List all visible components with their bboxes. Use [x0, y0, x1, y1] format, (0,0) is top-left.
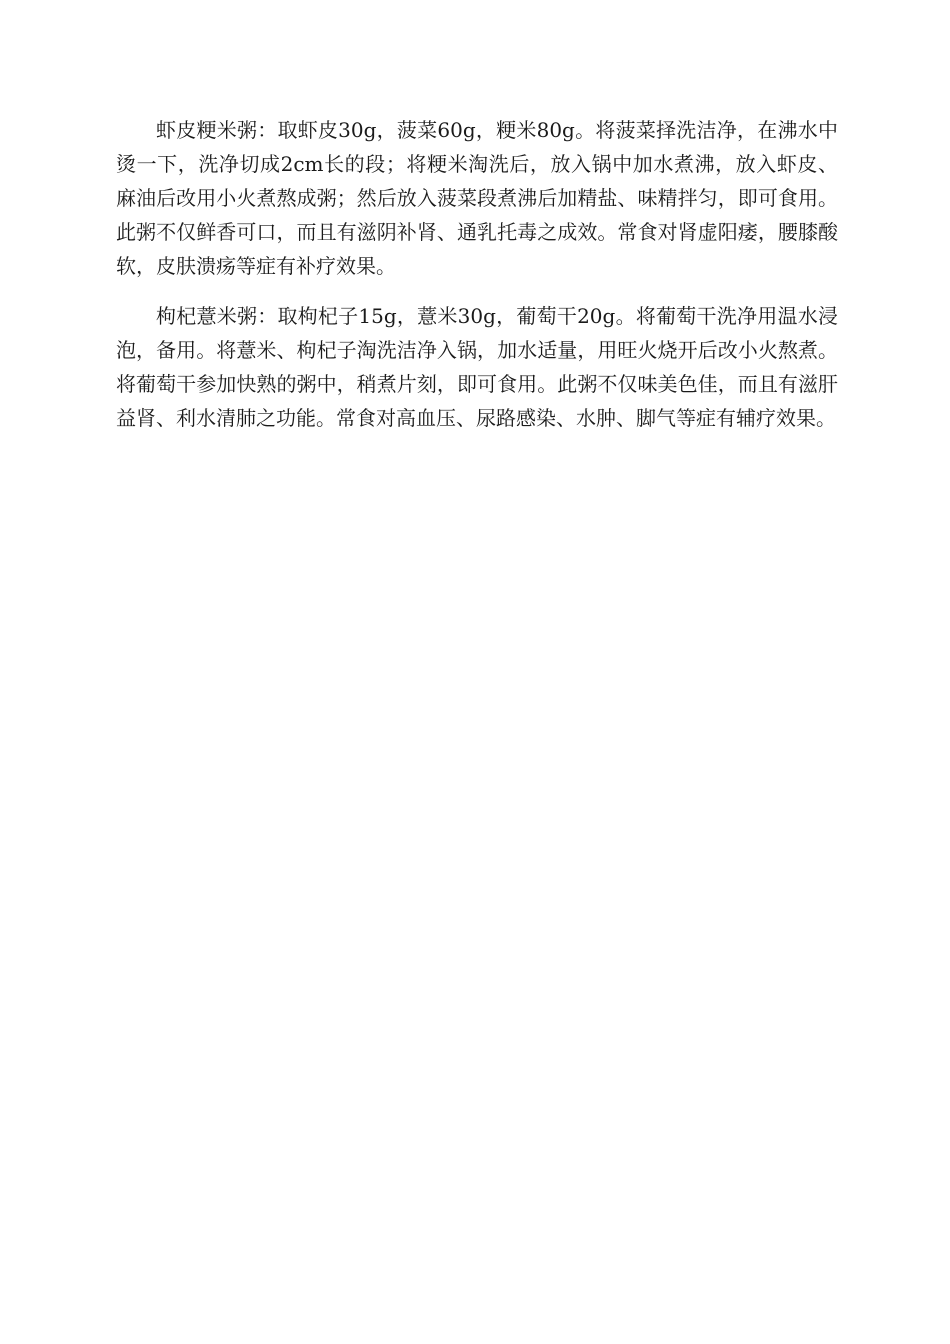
paragraph-goji-barley-congee: 枸杞薏米粥：取枸杞子15g，薏米30g，葡萄干20g。将葡萄干洗净用温水浸泡，备用。将薏米、枸杞子淘洗洁净入锅，加水适量，用旺火烧开后改小火熬煮。将葡萄干参加快熟的粥中，稍煮片刻，即可食用。此粥不仅味美色佳，而且有滋肝益肾、利水清肺之功能。常食对高血压、尿路感染、水肿、脚气等症有辅疗效果。: [116, 304, 838, 430]
document-body: [116, 113, 838, 451]
paragraph-shrimp-rice-congee: 虾皮粳米粥：取虾皮30g，菠菜60g，粳米80g。将菠菜择洗洁净，在沸水中烫一下，洗净切成2cm长的段；将粳米淘洗后，放入锅中加水煮沸，放入虾皮、麻油后改用小火煮熬成粥；然后放入菠菜段煮沸后加精盐、味精拌匀，即可食用。此粥不仅鲜香可口，而且有滋阴补肾、通乳托毒之成效。常食对肾虚阳痿，腰膝酸软，皮肤溃疡等症有补疗效果。: [116, 118, 838, 278]
